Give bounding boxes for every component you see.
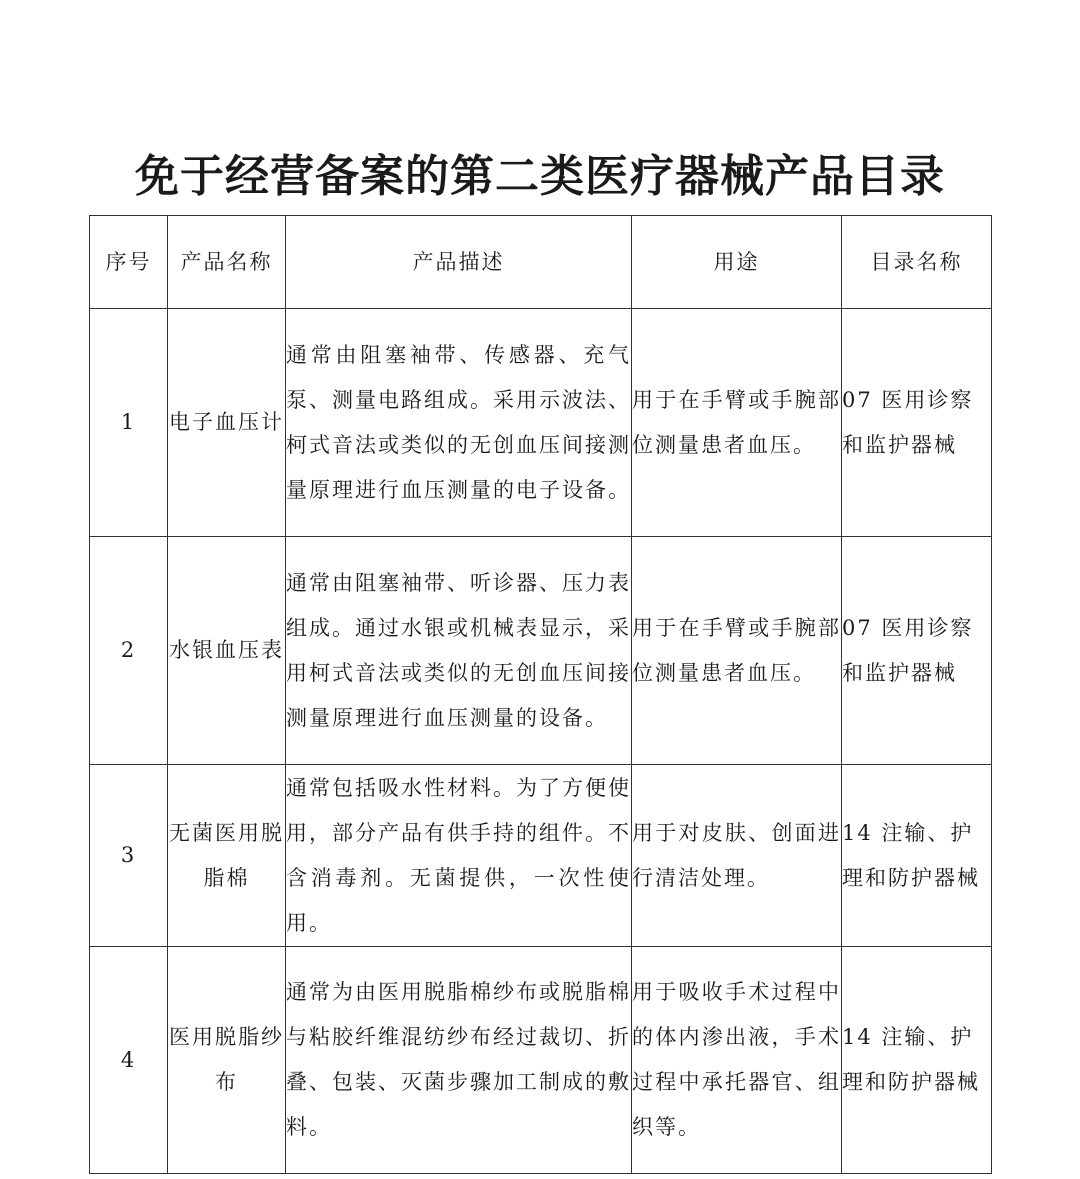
table-row [90, 537, 992, 765]
catalog-name: 07 医用诊察和监护器械 [842, 537, 992, 765]
table-row [90, 947, 992, 1174]
header-num: 序号 [90, 216, 168, 309]
product-use: 用于对皮肤、创面进行清洁处理。 [632, 765, 842, 947]
product-name: 医用脱脂纱布 [168, 947, 286, 1174]
product-name: 电子血压计 [168, 309, 286, 537]
product-use: 用于吸收手术过程中的体内渗出液，手术过程中承托器官、组织等。 [632, 947, 842, 1174]
product-use: 用于在手臂或手腕部位测量患者血压。 [632, 309, 842, 537]
header-desc: 产品描述 [286, 216, 632, 309]
catalog-name: 14 注输、护理和防护器械 [842, 947, 992, 1174]
product-catalog-table [89, 215, 992, 1174]
document-title: 免于经营备案的第二类医疗器械产品目录 [135, 151, 945, 202]
product-name: 水银血压表 [168, 537, 286, 765]
header-name: 产品名称 [168, 216, 286, 309]
product-description: 通常由阻塞袖带、传感器、充气泵、测量电路组成。采用示波法、柯式音法或类似的无创血压间接测量原理进行血压测量的电子设备。 [286, 309, 632, 537]
table-row [90, 765, 992, 947]
product-use: 用于在手臂或手腕部位测量患者血压。 [632, 537, 842, 765]
product-description: 通常包括吸水性材料。为了方便使用，部分产品有供手持的组件。不含消毒剂。无菌提供，一次性使用。 [286, 765, 632, 947]
table-row [90, 309, 992, 537]
row-number: 2 [90, 537, 168, 765]
row-number: 1 [90, 309, 168, 537]
row-number: 3 [90, 765, 168, 947]
product-description: 通常由阻塞袖带、听诊器、压力表组成。通过水银或机械表显示，采用柯式音法或类似的无创血压间接测量原理进行血压测量的设备。 [286, 537, 632, 765]
product-description: 通常为由医用脱脂棉纱布或脱脂棉与粘胶纤维混纺纱布经过裁切、折叠、包装、灭菌步骤加工制成的敷料。 [286, 947, 632, 1174]
row-number: 4 [90, 947, 168, 1174]
header-use: 用途 [632, 216, 842, 309]
header-cat: 目录名称 [842, 216, 992, 309]
catalog-name: 07 医用诊察和监护器械 [842, 309, 992, 537]
product-name: 无菌医用脱脂棉 [168, 765, 286, 947]
table-header-row [90, 216, 992, 309]
catalog-name: 14 注输、护理和防护器械 [842, 765, 992, 947]
